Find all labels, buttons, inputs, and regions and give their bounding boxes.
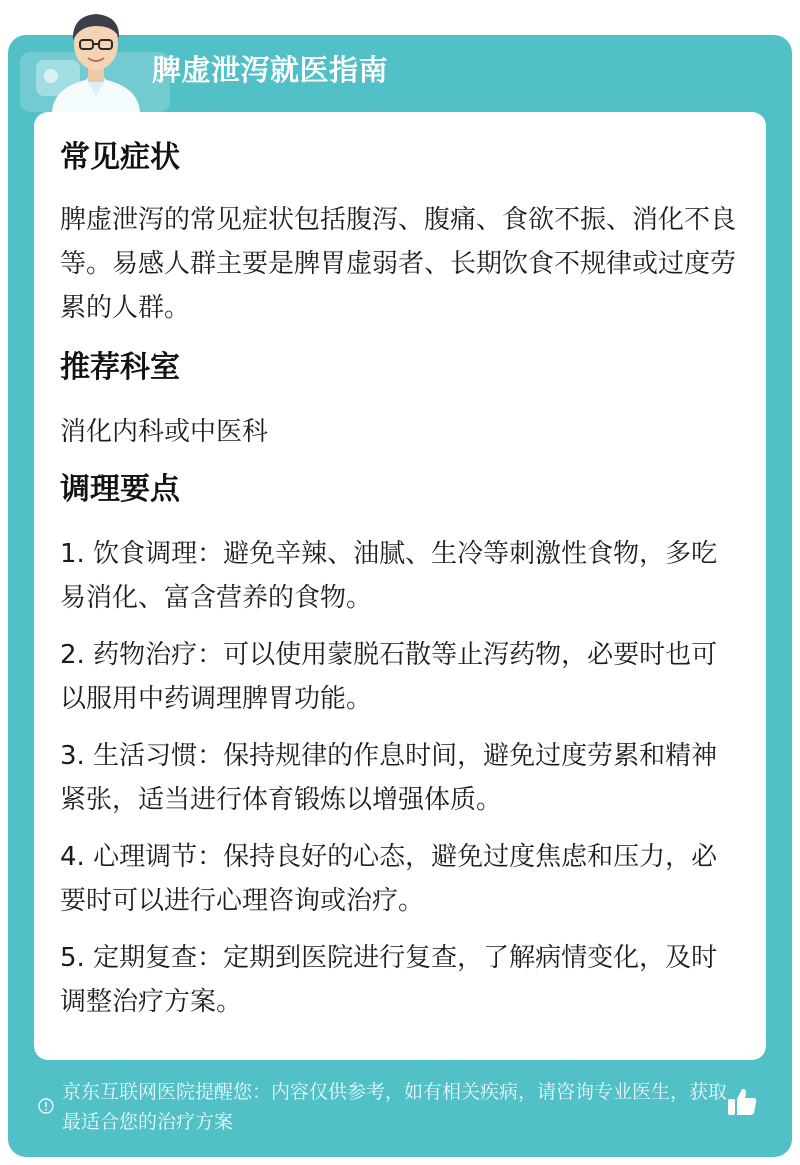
care-heading: 调理要点 — [60, 472, 180, 507]
care-item: 2. 药物治疗：可以使用蒙脱石散等止泻药物，必要时也可以服用中药调理脾胃功能。 — [60, 640, 718, 714]
care-item: 4. 心理调节：保持良好的心态，避免过度焦虑和压力，必要时可以进行心理咨询或治疗。 — [60, 842, 718, 916]
care-item: 3. 生活习惯：保持规律的作息时间，避免过度劳累和精神紧张，适当进行体育锻炼以增强体质。 — [60, 741, 718, 815]
care-item: 5. 定期复查：定期到医院进行复查，了解病情变化，及时调整治疗方案。 — [60, 943, 718, 1017]
content-card — [34, 112, 766, 1060]
department-text: 消化内科或中医科 — [60, 417, 269, 447]
thumbs-up-icon[interactable] — [724, 1084, 760, 1120]
page-title: 脾虚泄泻就医指南 — [152, 53, 389, 87]
symptoms-text: 脾虚泄泻的常见症状包括腹泻、腹痛、食欲不振、消化不良等。易感人群主要是脾胃虚弱者、长期饮食不规律或过度劳累的人群。 — [60, 205, 737, 323]
info-icon — [38, 1098, 54, 1114]
symptoms-heading: 常见症状 — [60, 140, 180, 175]
care-item: 1. 饮食调理：避免辛辣、油腻、生冷等刺激性食物，多吃易消化、富含营养的食物。 — [60, 539, 718, 613]
department-heading: 推荐科室 — [60, 350, 180, 385]
doctor-avatar-icon — [42, 4, 150, 112]
disclaimer-text: 京东互联网医院提醒您：内容仅供参考，如有相关疾病，请咨询专业医生，获取最适合您的治疗方案 — [62, 1081, 728, 1133]
